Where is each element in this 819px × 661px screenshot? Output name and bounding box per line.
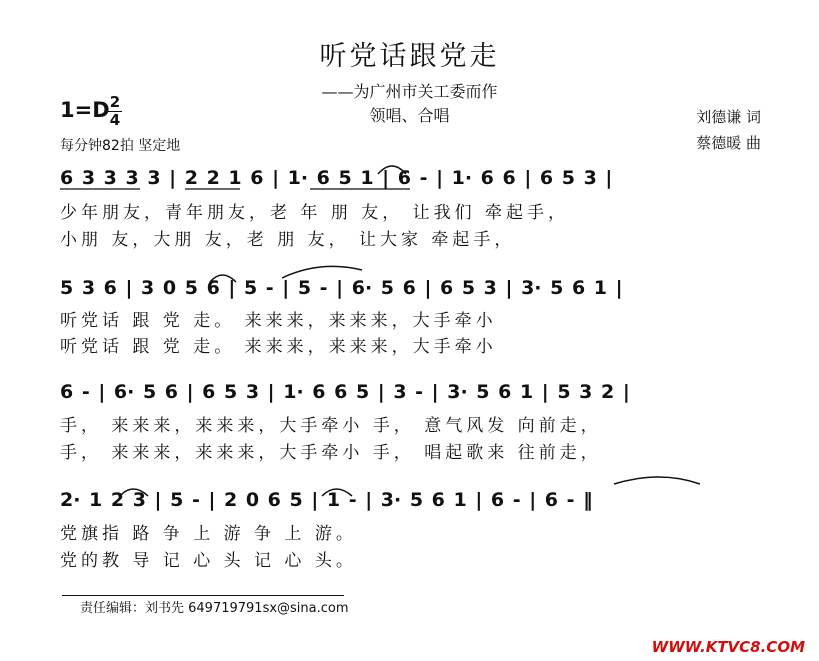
- system-4-lyric-2: 党的教 导 记 心 头 记 心 头。: [60, 551, 357, 571]
- system-2-notes: 5 3 6 | 3 0 5 6 | 5 - | 5 - | 6· 5 6 | 6 5 3 | 3· 5 6 1 |: [60, 277, 623, 299]
- system-4-notes: 2· 1 2 3 | 5 - | 2 0 6 5 | 1 - | 3· 5 6 1 | 6 - | 6 - ‖: [60, 489, 593, 511]
- slur-mark: [378, 166, 406, 174]
- site-watermark[interactable]: WWW.KTVC8.COM: [651, 638, 805, 656]
- system-1-lyric-2: 小朋 友，大朋 友，老 朋 友， 让大家 牵起手，: [60, 230, 516, 250]
- tie-mark: [614, 477, 700, 484]
- time-signature-top: 2: [109, 93, 121, 111]
- tempo-marking: 每分钟82拍 坚定地: [60, 138, 181, 154]
- system-3-lyric-2: 手， 来来来，来来来，大手牵小 手， 唱起歌来 往前走，: [60, 443, 602, 463]
- lyricist-credit: 刘德谦 词: [696, 108, 761, 126]
- system-3-lyric-1: 手， 来来来，来来来，大手牵小 手， 意气风发 向前走，: [60, 416, 602, 436]
- system-4-lyric-1: 党旗指 路 争 上 游 争 上 游。: [60, 524, 357, 544]
- system-3-notes: 6 - | 6· 5 6 | 6 5 3 | 1· 6 6 5 | 3 - | 3· 5 6 1 | 5 3 2 |: [60, 381, 630, 403]
- tie-mark: [282, 266, 362, 278]
- footer-editor: 责任编辑：刘书先 649719791sx@sina.com: [80, 601, 349, 616]
- slur-mark: [322, 489, 352, 496]
- system-2-lyric-1: 听党话 跟 党 走。 来来来，来来来，大手牵小: [60, 311, 497, 331]
- composer-credit: 蔡德暖 曲: [696, 134, 761, 152]
- system-1-lyric-1: 少年朋友，青年朋友，老 年 朋 友， 让我们 牵起手，: [60, 203, 570, 223]
- performance-type: 领唱、合唱: [369, 106, 450, 125]
- system-2-lyric-2: 听党话 跟 党 走。 来来来，来来来，大手牵小: [60, 337, 497, 357]
- song-subtitle: ——为广州市关工委而作: [321, 82, 498, 101]
- slur-mark: [120, 489, 148, 496]
- footer-divider: [62, 595, 344, 596]
- system-1-notes: 6 3 3 3 3 | 2 2 1 6 | 1· 6 5 1 | 6 - | 1· 6 6 | 6 5 3 |: [60, 167, 613, 189]
- slur-mark: [210, 275, 236, 282]
- song-title: 听党话跟党走: [319, 41, 500, 72]
- time-signature-bottom: 4: [109, 111, 121, 129]
- key-signature: 1=D: [60, 98, 110, 122]
